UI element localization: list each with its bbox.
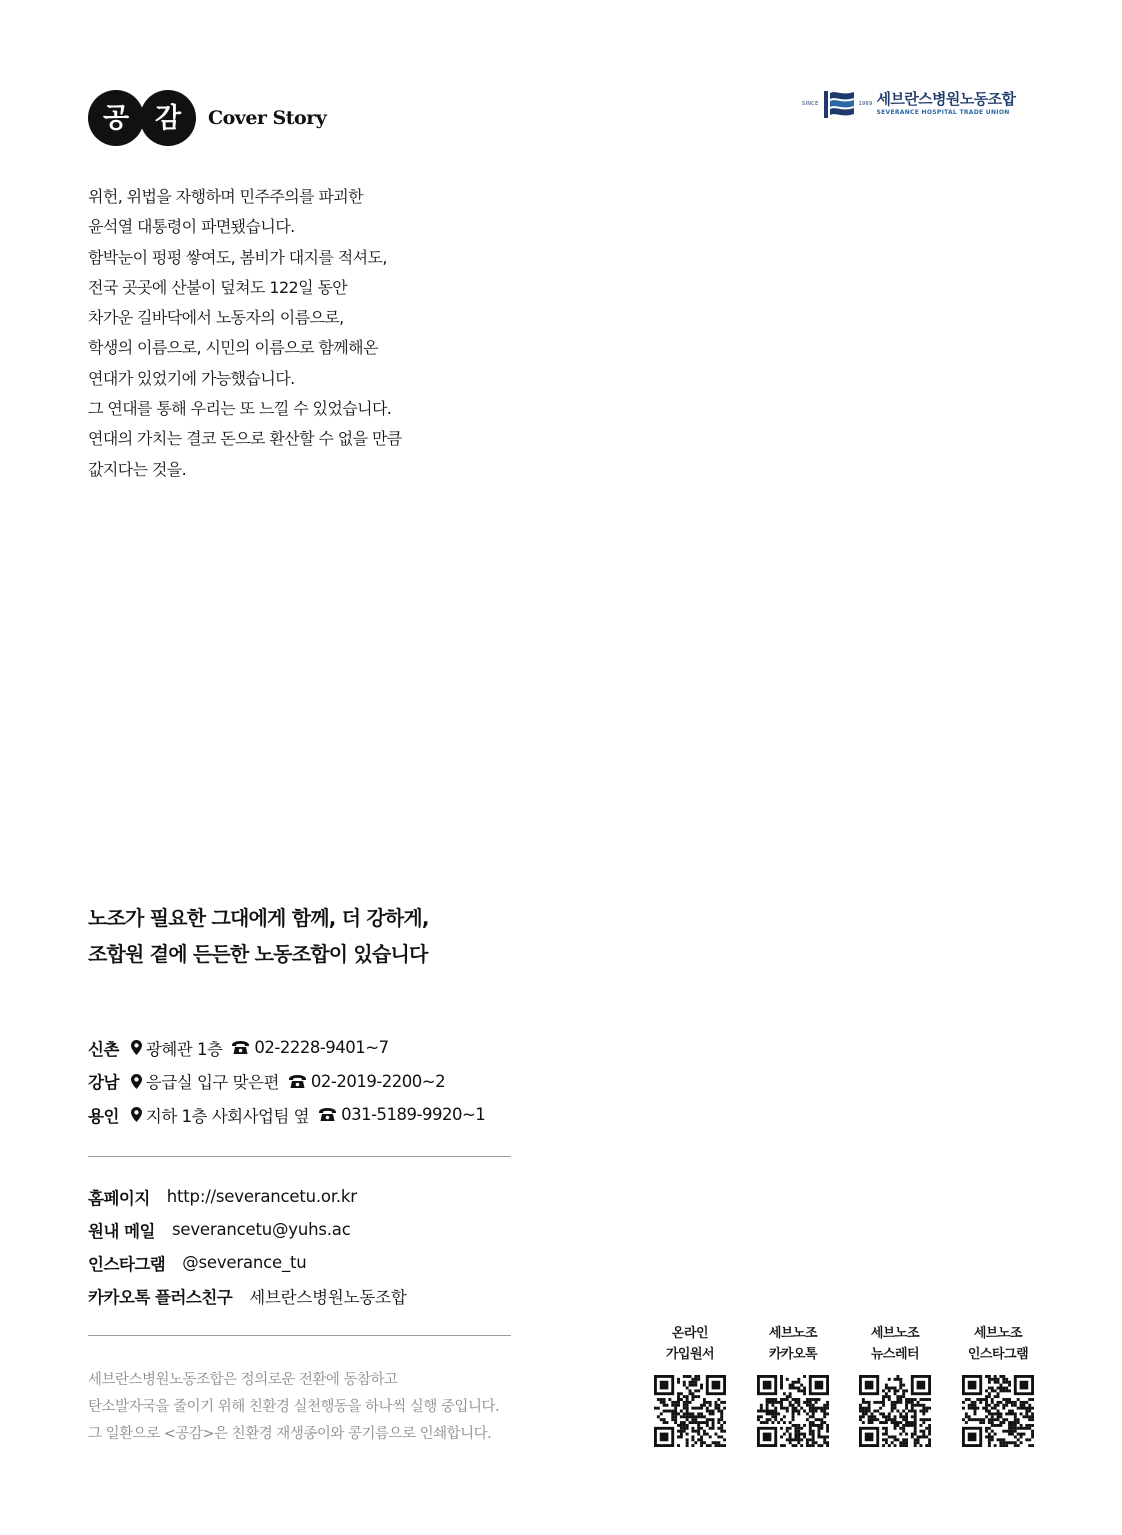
qr-kakaotalk[interactable] bbox=[748, 1323, 838, 1447]
location-name: 용인 bbox=[88, 1106, 119, 1126]
qr-label-line-1: 세브노조 bbox=[870, 1326, 920, 1341]
story-line: 연대의 가치는 결코 돈으로 환산할 수 없을 만큼 bbox=[88, 429, 402, 449]
eco-note-line: 그 일환으로 <공감>은 친환경 재생종이와 콩기름으로 인쇄합니다. bbox=[88, 1426, 492, 1442]
brand-circle-left: 공 bbox=[88, 90, 144, 146]
eco-note-line: 탄소발자국을 줄이기 위해 친환경 실천행동을 하나씩 실행 중입니다. bbox=[88, 1399, 500, 1415]
qr-code-icon[interactable] bbox=[859, 1375, 931, 1447]
telephone-icon bbox=[232, 1041, 249, 1054]
instagram-handle[interactable]: @severance_tu bbox=[182, 1253, 307, 1272]
qr-instagram[interactable] bbox=[953, 1323, 1043, 1447]
section-divider bbox=[88, 1335, 511, 1336]
telephone-icon bbox=[289, 1075, 306, 1088]
contact-label: 홈페이지 bbox=[88, 1188, 150, 1208]
union-name: 세브란스병원노동조합 bbox=[876, 90, 1016, 108]
qr-online-application[interactable] bbox=[645, 1323, 735, 1447]
brand-circle-right: 감 bbox=[140, 90, 196, 146]
office-locations bbox=[88, 1031, 548, 1132]
location-phone: 031-5189-9920~1 bbox=[341, 1105, 486, 1125]
eco-print-note bbox=[88, 1367, 548, 1448]
location-name: 신촌 bbox=[88, 1039, 119, 1059]
story-line: 윤석열 대통령이 파면됐습니다. bbox=[88, 217, 295, 237]
location-row-yongin bbox=[88, 1098, 548, 1132]
qr-label-line-2: 인스타그램 bbox=[967, 1347, 1029, 1362]
qr-code-icon[interactable] bbox=[757, 1375, 829, 1447]
contact-list bbox=[88, 1180, 568, 1312]
qr-label-line-1: 세브노조 bbox=[768, 1326, 818, 1341]
qr-label-line-2: 카카오톡 bbox=[768, 1347, 818, 1362]
eco-note-line: 세브란스병원노동조합은 정의로운 전환에 동참하고 bbox=[88, 1372, 398, 1388]
qr-label-line-2: 가입원서 bbox=[665, 1347, 715, 1362]
slogan-line-1: 노조가 필요한 그대에게 함께, 더 강하게, bbox=[88, 906, 429, 930]
union-logo-text bbox=[876, 92, 1015, 116]
magazine-brand bbox=[88, 90, 326, 146]
story-line: 전국 곳곳에 산불이 덮쳐도 122일 동안 bbox=[88, 277, 348, 297]
location-place: 응급실 입구 맞은편 bbox=[145, 1073, 279, 1093]
telephone-icon bbox=[319, 1108, 336, 1121]
kakaotalk-channel[interactable]: 세브란스병원노동조합 bbox=[249, 1287, 407, 1307]
story-line: 함박눈이 펑펑 쌓여도, 봄비가 대지를 적셔도, bbox=[88, 247, 387, 267]
contact-row-email bbox=[88, 1213, 568, 1246]
qr-code-icon[interactable] bbox=[962, 1375, 1034, 1447]
location-row-sinchon bbox=[88, 1031, 548, 1065]
flag-icon bbox=[822, 89, 856, 119]
qr-code-icon[interactable] bbox=[654, 1375, 726, 1447]
story-line: 위헌, 위법을 자행하며 민주주의를 파괴한 bbox=[88, 187, 363, 206]
location-phone: 02-2019-2200~2 bbox=[310, 1071, 446, 1091]
contact-row-homepage bbox=[88, 1180, 568, 1213]
contact-label: 카카오톡 플러스친구 bbox=[88, 1287, 233, 1307]
contact-row-kakaotalk bbox=[88, 1279, 568, 1312]
contact-label: 원내 메일 bbox=[88, 1221, 156, 1241]
qr-newsletter[interactable] bbox=[850, 1323, 940, 1447]
union-slogan bbox=[88, 900, 608, 972]
union-logo-since: SINCE bbox=[802, 101, 819, 107]
qr-label-line-1: 온라인 bbox=[671, 1326, 709, 1341]
qr-label-line-2: 뉴스레터 bbox=[870, 1347, 920, 1362]
map-pin-icon bbox=[131, 1107, 142, 1122]
story-line: 연대가 있었기에 가능했습니다. bbox=[88, 368, 295, 388]
story-line: 값지다는 것을. bbox=[88, 459, 187, 479]
contact-label: 인스타그램 bbox=[88, 1254, 166, 1274]
brand-subtitle: Cover Story bbox=[208, 107, 327, 129]
map-pin-icon bbox=[131, 1074, 142, 1089]
location-row-gangnam bbox=[88, 1065, 548, 1099]
qr-label-line-1: 세브노조 bbox=[973, 1326, 1023, 1341]
location-name: 강남 bbox=[88, 1073, 119, 1093]
homepage-link[interactable]: http://severancetu.or.kr bbox=[166, 1187, 357, 1206]
story-line: 학생의 이름으로, 시민의 이름으로 함께해온 bbox=[88, 338, 378, 358]
location-place: 광혜관 1층 bbox=[145, 1039, 223, 1059]
union-english-name: SEVERANCE HOSPITAL TRADE UNION bbox=[876, 109, 1010, 116]
story-line: 차가운 길바닥에서 노동자의 이름으로, bbox=[88, 308, 344, 328]
location-phone: 02-2228-9401~7 bbox=[254, 1038, 389, 1058]
cover-story-text bbox=[88, 182, 548, 485]
union-logo bbox=[802, 86, 1042, 122]
map-pin-icon bbox=[131, 1040, 142, 1055]
email-link[interactable]: severancetu@yuhs.ac bbox=[172, 1220, 351, 1239]
contact-row-instagram bbox=[88, 1246, 568, 1279]
story-line: 그 연대를 통해 우리는 또 느낄 수 있었습니다. bbox=[88, 399, 392, 419]
location-place: 지하 1층 사회사업팀 옆 bbox=[145, 1106, 310, 1126]
slogan-line-2: 조합원 곁에 든든한 노동조합이 있습니다 bbox=[88, 942, 428, 966]
section-divider bbox=[88, 1156, 511, 1157]
union-logo-year: 1969 bbox=[858, 101, 873, 107]
